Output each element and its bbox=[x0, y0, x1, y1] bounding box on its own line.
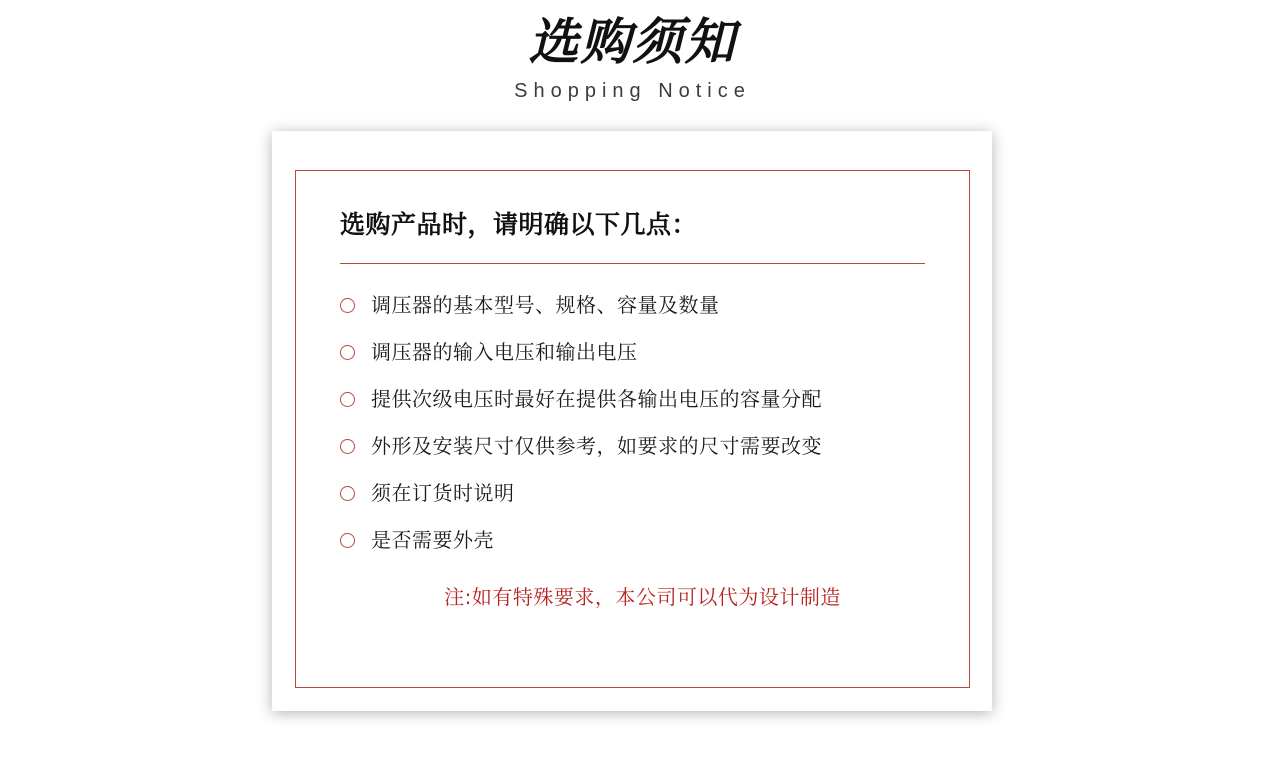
list-item bbox=[340, 427, 925, 465]
circle-bullet-icon bbox=[340, 533, 355, 548]
list-item bbox=[340, 474, 925, 512]
notice-list bbox=[340, 264, 925, 559]
page-title: 选购须知 bbox=[528, 13, 737, 71]
page-subtitle: Shopping Notice bbox=[514, 79, 751, 102]
circle-bullet-icon bbox=[340, 392, 355, 407]
notice-card bbox=[272, 131, 992, 711]
page-header bbox=[0, 0, 1265, 103]
list-item bbox=[340, 333, 925, 371]
list-item-label: 外形及安装尺寸仅供参考，如要求的尺寸需要改变 bbox=[371, 433, 822, 458]
section-heading: 选购产品时，请明确以下几点： bbox=[340, 210, 698, 239]
note-text: 注:如有特殊要求，本公司可以代为设计制造 bbox=[444, 585, 841, 609]
list-item-label: 是否需要外壳 bbox=[371, 527, 494, 552]
circle-bullet-icon bbox=[340, 345, 355, 360]
list-item-label: 提供次级电压时最好在提供各输出电压的容量分配 bbox=[371, 386, 822, 411]
list-item bbox=[340, 286, 925, 324]
notice-card-border bbox=[295, 170, 970, 688]
list-item bbox=[340, 380, 925, 418]
list-item bbox=[340, 521, 925, 559]
circle-bullet-icon bbox=[340, 486, 355, 501]
list-item-label: 调压器的输入电压和输出电压 bbox=[371, 339, 638, 364]
notice-card-content bbox=[296, 171, 969, 610]
circle-bullet-icon bbox=[340, 439, 355, 454]
circle-bullet-icon bbox=[340, 298, 355, 313]
list-item-label: 调压器的基本型号、规格、容量及数量 bbox=[371, 292, 720, 317]
list-item-label: 须在订货时说明 bbox=[371, 480, 515, 505]
